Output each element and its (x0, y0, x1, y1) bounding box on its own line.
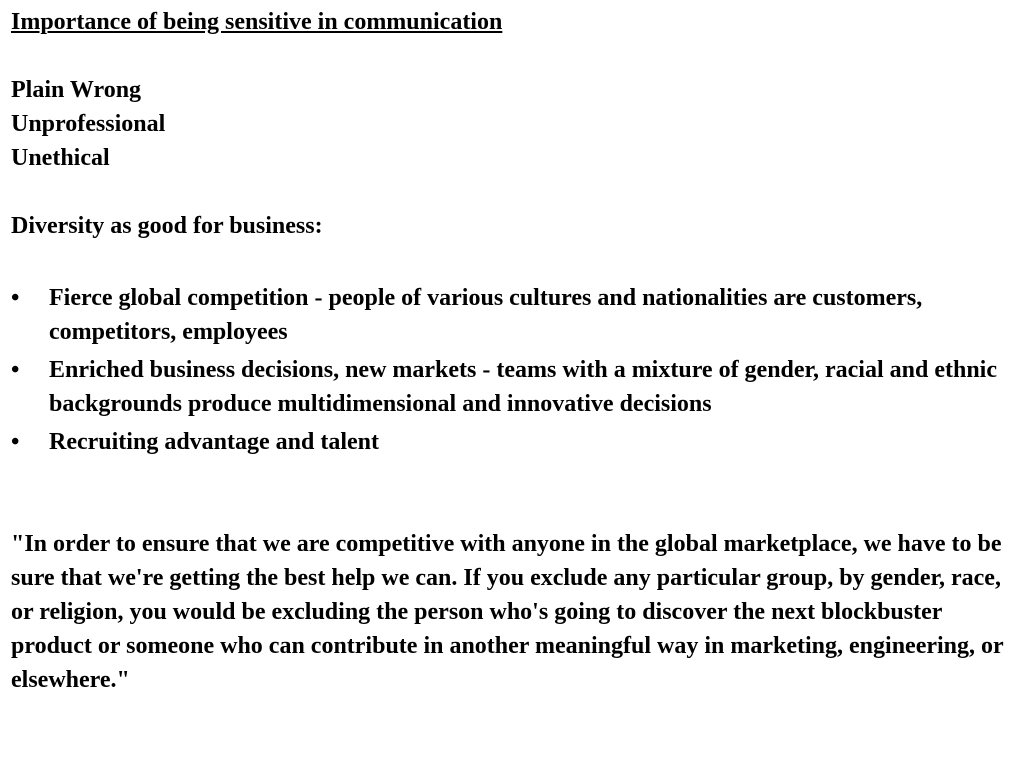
spacer (11, 39, 1021, 73)
diversity-heading: Diversity as good for business: (11, 213, 323, 239)
spacer (11, 243, 1021, 281)
slide-content (11, 5, 1021, 697)
spacer (11, 463, 1021, 527)
reason-plain-wrong: Plain Wrong (11, 77, 142, 103)
bullet-icon: • (11, 285, 20, 311)
bullet-icon: • (11, 357, 20, 383)
reason-unethical: Unethical (11, 145, 110, 171)
list-item (11, 425, 1021, 459)
page-title: Importance of being sensitive in communication (11, 9, 503, 35)
quote-paragraph: "In order to ensure that we are competitive with anyone in the global marketplace, we have to be sure that we're getting the best help we can. If you exclude any particular group, by gender, race, or religion, you would be excluding the person who's going to discover the next blockbuster product or someone who can contribute in another meaningful way in marketing, engineering, or elsewhere." (11, 531, 1004, 693)
benefits-list (11, 281, 1021, 459)
list-item (11, 281, 1021, 349)
bullet-icon: • (11, 429, 20, 455)
spacer (11, 175, 1021, 209)
list-item-text: Enriched business decisions, new markets - teams with a mixture of gender, racial and ethnic backgrounds produce multidimensional and innovative decisions (49, 357, 997, 417)
list-item (11, 353, 1021, 421)
list-item-text: Fierce global competition - people of various cultures and nationalities are customers, competitors, employees (49, 285, 923, 345)
list-item-text: Recruiting advantage and talent (49, 429, 379, 455)
reason-unprofessional: Unprofessional (11, 111, 166, 137)
